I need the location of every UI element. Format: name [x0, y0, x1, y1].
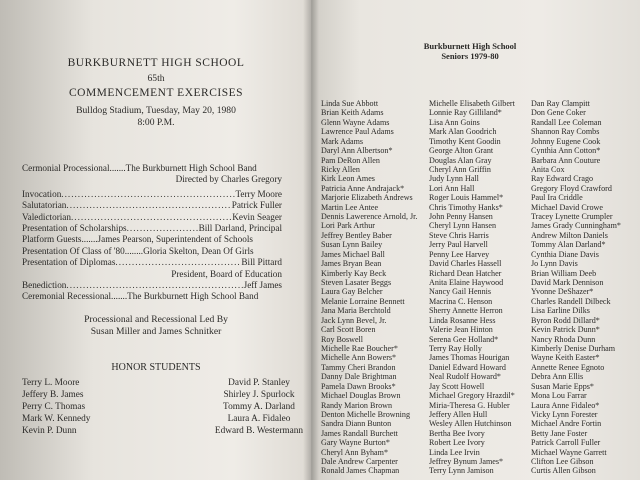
senior-name: James Randall Burchett — [321, 428, 398, 438]
dot-leader — [115, 257, 241, 268]
senior-names-column-3 — [531, 99, 621, 476]
senior-names-column-2 — [429, 99, 515, 476]
senior-name: Linda Lee Irvin — [429, 447, 480, 457]
senior-name: Dale Andrew Carpenter — [321, 457, 398, 467]
senior-name: Byron Rodd Dillard* — [531, 315, 600, 325]
program-row — [22, 234, 282, 245]
senior-name: James Bryan Bean — [321, 259, 382, 269]
senior-name: Jerry Paul Harvell — [429, 240, 488, 250]
honor-students-heading: HONOR STUDENTS — [111, 362, 201, 373]
program-row — [22, 291, 282, 302]
senior-name: Shannon Ray Combs — [531, 127, 600, 137]
dot-leader — [66, 200, 231, 211]
program-value-continued: President, Board of Education — [171, 268, 282, 279]
senior-name: Michael Douglas Brown — [321, 391, 401, 401]
honor-student: Terry L. Moore — [22, 378, 80, 388]
senior-name: Carl Scott Boren — [321, 325, 376, 335]
program-list — [22, 163, 282, 303]
anniversary: 65th — [147, 73, 165, 84]
senior-name: Cheryl Ann Byham* — [321, 447, 388, 457]
program-item: Invocation — [22, 188, 62, 199]
senior-name: Susan Marie Epps* — [531, 381, 594, 391]
event-title: COMMENCEMENT EXERCISES — [68, 87, 244, 99]
senior-name: Marjorie Elizabeth Andrews — [321, 193, 413, 203]
senior-name: Cheryl Ann Griffin — [429, 164, 491, 174]
senior-name: Jeffrey Bynum James* — [429, 457, 504, 467]
senior-name: Barbara Ann Couture — [531, 155, 601, 165]
senior-name: Glenn Wayne Adams — [321, 117, 390, 127]
dot-leader: ....... — [81, 234, 98, 245]
program-value: Bill Pittard — [241, 257, 282, 268]
senior-name: Sherry Annette Herron — [429, 306, 503, 316]
honor-student: Perry C. Thomas — [22, 402, 86, 412]
senior-name: Paul Ira Criddle — [531, 193, 583, 203]
processional-note-1: Processional and Recessional Led By — [84, 314, 228, 325]
senior-name: Michael Gregory Hrazdil* — [429, 391, 515, 401]
senior-name: Chris Timothy Hanks* — [429, 202, 503, 212]
senior-name: Michelle Rae Boucher* — [321, 343, 398, 353]
senior-name: Vicky Lynn Forester — [531, 409, 598, 419]
honor-students-right — [206, 377, 312, 437]
senior-name: Roy Boswell — [321, 334, 364, 344]
dot-leader: ........ — [124, 245, 144, 256]
senior-name: Ricky Allen — [321, 164, 360, 174]
senior-name: Melanie Lorraine Bennett — [321, 296, 405, 306]
senior-name: Tommy Alan Darland* — [531, 240, 606, 250]
page-fold — [303, 0, 319, 480]
senior-name: Roger Louis Hammel* — [429, 193, 504, 203]
senior-name: Nancy Rhoda Dunn — [531, 334, 596, 344]
senior-name: Bertha Bee Ivory — [429, 428, 485, 438]
senior-name: Timothy Kent Goodin — [429, 136, 501, 146]
senior-names-column-1 — [321, 99, 417, 476]
senior-name: Cynthia Ann Cotton* — [531, 146, 601, 156]
senior-name: Lori Ann Hall — [429, 183, 475, 193]
senior-name: Pamela Dawn Brooks* — [321, 381, 396, 391]
senior-name: Terry Lynn Jamison — [429, 466, 494, 476]
senior-name: Valerie Jean Hinton — [429, 325, 493, 335]
senior-name: Ronald James Chapman — [321, 466, 400, 476]
senior-name: Jana Maria Berchtold — [321, 306, 391, 316]
program-value: The Burkburnett High School Band — [125, 163, 257, 173]
senior-name: James Grady Cunningham* — [531, 221, 621, 231]
senior-name: Yvonne DeShazer* — [531, 287, 594, 297]
program-item: Cermonial Processional — [22, 163, 110, 173]
program-item: Salutatorian — [22, 200, 67, 211]
program-item: Presentation of Diplomas — [22, 257, 116, 268]
senior-name: Miria-Theresa G. Hubler — [429, 400, 510, 410]
senior-name: Michael David Crowe — [531, 202, 603, 212]
senior-name: Judy Lynn Hall — [429, 174, 479, 184]
senior-name: Mona Lou Farrar — [531, 391, 587, 401]
seniors-school: Burkburnett High School — [423, 41, 517, 51]
program-row — [22, 212, 282, 223]
dot-leader — [61, 189, 235, 200]
senior-name: Dennis Lawerence Arnold, Jr. — [321, 212, 418, 222]
senior-name: Martin Lee Antee — [321, 202, 379, 212]
program-value: James Pearson, Superintendent of Schools — [97, 234, 253, 245]
program-item: Valedictorian — [22, 211, 71, 222]
honor-student: Kevin P. Dunn — [22, 426, 77, 436]
senior-name: Penny Lee Harvey — [429, 249, 490, 259]
senior-name: Cheryl Lynn Hansen — [429, 221, 496, 231]
senior-name: Johnny Eugene Cook — [531, 136, 601, 146]
senior-name: Linda Sue Abbott — [321, 99, 379, 108]
senior-name: Ray Edward Crago — [531, 174, 594, 184]
senior-name: Curtis Allen Gibson — [531, 466, 596, 476]
program-item: Ceremonial Recessional — [22, 291, 112, 302]
senior-name: Debra Ann Ellis — [531, 372, 584, 382]
senior-name: John Penny Hansen — [429, 212, 493, 222]
senior-name: Daniel Edward Howard — [429, 362, 506, 372]
seniors-heading — [410, 41, 530, 61]
program-item: Benediction — [22, 280, 67, 291]
senior-name: Wesley Allen Hutchinson — [429, 419, 512, 429]
senior-name: Kirk Leon Ames — [321, 174, 375, 184]
senior-name: Clifton Lee Gibson — [531, 457, 594, 467]
senior-name: Andrew Milton Daniels — [531, 230, 608, 240]
honor-student: Jeffery B. James — [22, 390, 84, 400]
senior-name: David Charles Hassell — [429, 259, 502, 269]
senior-name: Pam DeRon Allen — [321, 155, 380, 165]
senior-name: Charles Randell Dilbeck — [531, 296, 611, 306]
senior-name: Tracey Lynette Crumpler — [531, 212, 613, 222]
program-item: Platform Guests — [22, 234, 82, 245]
senior-name: Mark Adams — [321, 136, 364, 146]
senior-name: Lawrence Paul Adams — [321, 127, 394, 137]
program-row — [22, 280, 282, 291]
senior-name: Lonnie Ray Gilliland* — [429, 108, 502, 118]
honor-student: Edward B. Westermann — [214, 426, 304, 436]
senior-name: Cynthia Diane Davis — [531, 249, 599, 259]
senior-name: James Michael Ball — [321, 249, 385, 259]
dot-leader: ....... — [111, 291, 128, 302]
honor-students-left — [22, 377, 90, 437]
senior-name: Jack Lynn Bevel, Jr. — [321, 315, 387, 325]
senior-name: Nancy Gail Hennis — [429, 287, 492, 297]
senior-name: Gregory Floyd Crawford — [531, 183, 612, 193]
senior-name: Gary Wayne Burton* — [321, 438, 390, 448]
senior-name: Laura Anne Fidaleo* — [531, 400, 600, 410]
dot-leader — [66, 280, 243, 291]
senior-name: Macrina C. Henson — [429, 296, 493, 306]
senior-name: Patricia Anne Andrajack* — [321, 183, 405, 193]
senior-name: Tammy Cheri Brandon — [321, 362, 396, 372]
program-value: Kevin Seager — [232, 211, 282, 222]
senior-name: Neal Rudolf Howard* — [429, 372, 501, 382]
senior-name: Jeffery Allen Hull — [429, 409, 488, 419]
program-row — [22, 246, 282, 257]
dot-leader — [71, 212, 232, 223]
senior-name: Steve Chris Harris — [429, 230, 489, 240]
honor-student: Mark W. Kennedy — [22, 414, 91, 424]
program-value: Terry Moore — [235, 188, 282, 199]
senior-name: David Mark Dennison — [531, 278, 604, 288]
senior-name: Kevin Patrick Dunn* — [531, 325, 600, 335]
event-time: 8:00 P.M. — [137, 117, 175, 128]
senior-name: Michelle Ann Bowers* — [321, 353, 397, 363]
senior-name: Lori Park Arthur — [321, 221, 375, 231]
senior-name: Brian Keith Adams — [321, 108, 384, 118]
program-row — [22, 189, 282, 200]
program-item: Presentation Of Class of '80 — [22, 245, 125, 256]
senior-name: Danny Dale Brightman — [321, 372, 397, 382]
senior-name: James Thomas Hourigan — [429, 353, 510, 363]
honor-student: Tommy A. Darland — [223, 402, 295, 412]
senior-name: Douglas Alan Gray — [429, 155, 492, 165]
program-row — [22, 163, 282, 174]
senior-name: Terry Ray Holly — [429, 343, 482, 353]
senior-name: Susan Lynn Bailey — [321, 240, 383, 250]
senior-name: Serena Gee Holland* — [429, 334, 499, 344]
senior-name: Jay Scott Howell — [429, 381, 485, 391]
senior-name: Randall Lee Coleman — [531, 117, 602, 127]
senior-name: Don Gene Coker — [531, 108, 586, 118]
program-value: The Burkburnett High School Band — [127, 291, 259, 302]
senior-name: Jo Lynn Davis — [531, 259, 578, 269]
seniors-year: Seniors 1979-80 — [441, 51, 499, 61]
senior-name: Robert Lee Ivory — [429, 438, 485, 448]
program-value: Patrick Fuller — [231, 200, 282, 211]
senior-name: Lisa Ann Goins — [429, 117, 480, 127]
senior-name: Michelle Elisabeth Gilbert — [429, 99, 515, 108]
senior-name: Annette Renee Egnoto — [531, 362, 605, 372]
senior-name: Betty Jane Foster — [531, 428, 588, 438]
senior-name: George Alton Grant — [429, 146, 494, 156]
processional-note-2: Susan Miller and James Schnitker — [90, 326, 222, 337]
dot-leader — [127, 223, 199, 234]
senior-name: Brian William Deeb — [531, 268, 597, 278]
school-name: BURKBURNETT HIGH SCHOOL — [67, 57, 245, 69]
dot-leader: ....... — [109, 163, 126, 173]
program-value: Gloria Skelton, Dean Of Girls — [143, 245, 254, 256]
senior-name: Laura Gay Belcher — [321, 287, 383, 297]
senior-name: Steven Lasater Beggs — [321, 278, 392, 288]
senior-name: Jeffrey Bentley Baber — [321, 230, 392, 240]
program-value: Bill Darland, Principal — [198, 223, 282, 234]
program-row — [22, 223, 282, 234]
honor-student: Laura A. Fidaleo — [227, 414, 291, 424]
program-row — [22, 200, 282, 211]
senior-name: Daryl Ann Albertson* — [321, 146, 393, 156]
senior-name: Sandra Diann Bunton — [321, 419, 392, 429]
senior-name: Linda Rosanne Hess — [429, 315, 496, 325]
senior-name: Wayne Keith Easter* — [531, 353, 600, 363]
senior-name: Randy Marion Brown — [321, 400, 393, 410]
program-left-page — [0, 0, 312, 480]
senior-name: Lisa Earline Dilks — [531, 306, 590, 316]
program-row — [22, 257, 282, 268]
program-value: Jeff James — [243, 280, 282, 291]
senior-name: Dan Ray Clampitt — [531, 99, 590, 108]
senior-name: Anita Cox — [531, 164, 565, 174]
senior-name: Richard Dean Hatcher — [429, 268, 502, 278]
senior-name: Anita Elaine Haywood — [429, 278, 504, 288]
program-value-continued: Directed by Charles Gregory — [175, 174, 282, 185]
senior-name: Michael Andre Fortin — [531, 419, 602, 429]
venue-date: Bulldog Stadium, Tuesday, May 20, 1980 — [76, 105, 236, 116]
program-item: Presentation of Scholarships — [22, 223, 127, 234]
senior-name: Kimberly Denise Durham — [531, 343, 616, 353]
senior-name: Patrick Carroll Fuller — [531, 438, 601, 448]
senior-name: Kimberly Kay Beck — [321, 268, 387, 278]
senior-name: Denton Michelle Browning — [321, 409, 411, 419]
senior-name: Mark Alan Goodrich — [429, 127, 497, 137]
honor-student: David P. Stanley — [228, 378, 290, 388]
senior-name: Michael Wayne Garrett — [531, 447, 607, 457]
honor-student: Shirley J. Spurlock — [223, 390, 295, 400]
